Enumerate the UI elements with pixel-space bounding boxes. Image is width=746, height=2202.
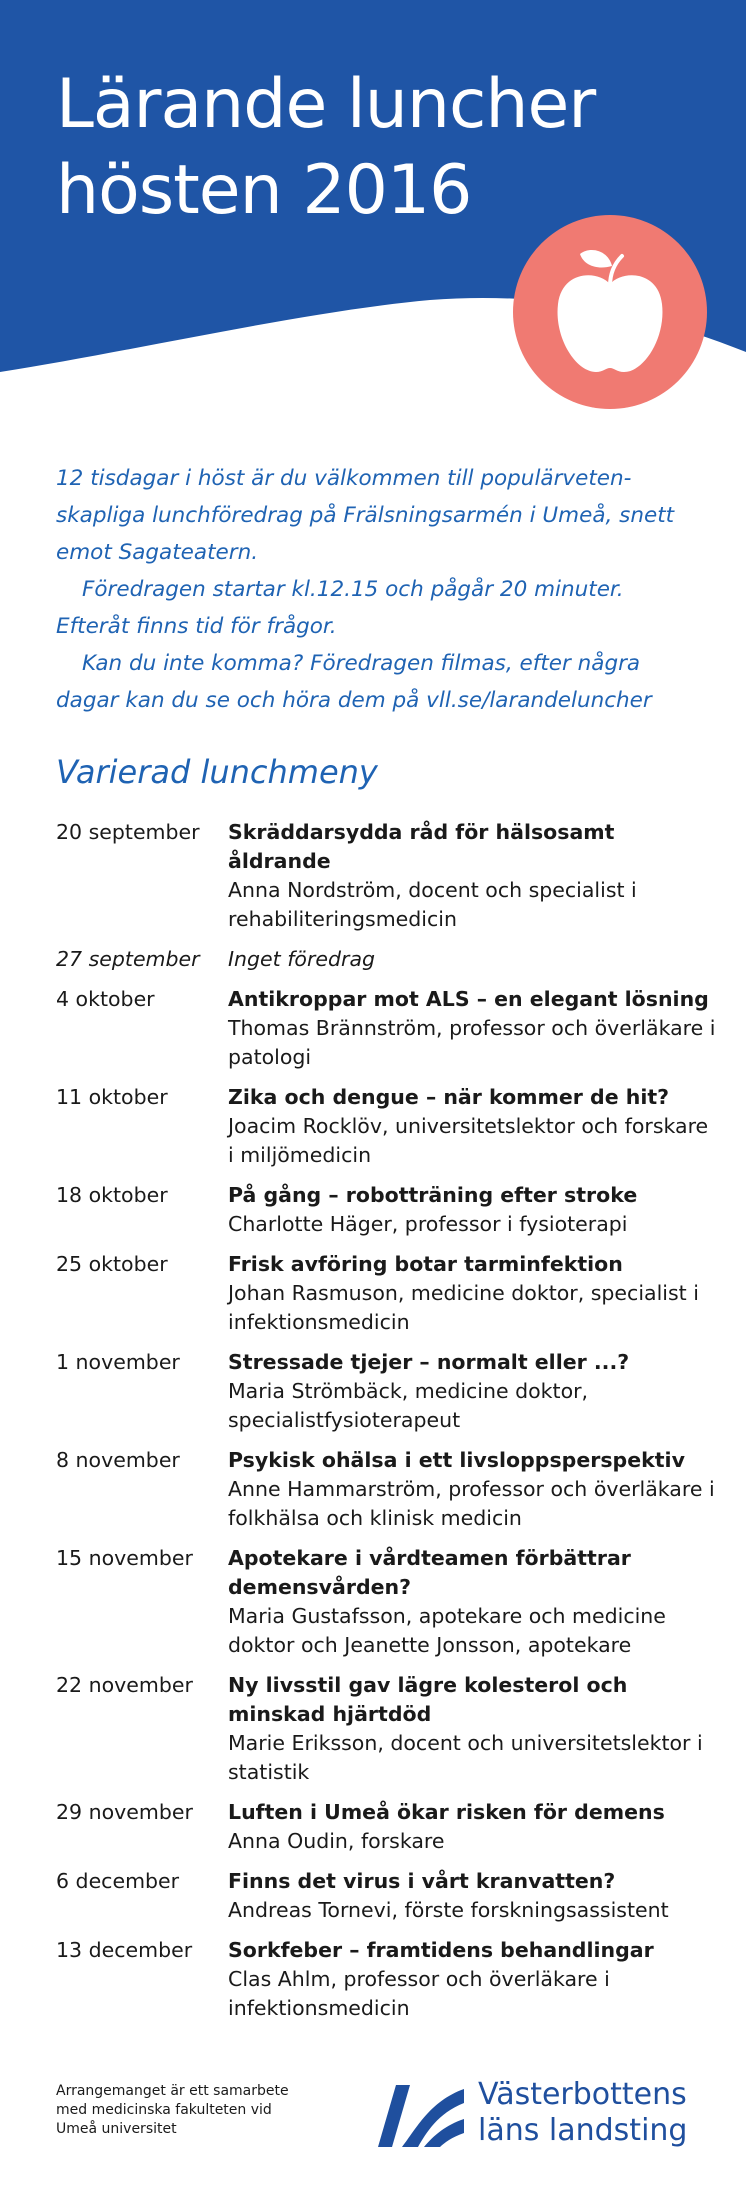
intro-paragraph-2: Föredragen startar kl.12.15 och pågår 20 minuter. Efteråt finns tid för frågor. — [56, 577, 624, 639]
schedule-row — [56, 1544, 716, 1660]
intro-text — [56, 460, 696, 719]
lunch-schedule — [56, 818, 716, 2034]
row-date: 15 november — [56, 1546, 193, 1570]
schedule-row — [56, 1446, 716, 1533]
schedule-row — [56, 1671, 716, 1787]
row-topic: Antikroppar mot ALS – en elegant lösning — [228, 987, 709, 1011]
landsting-logo-text — [478, 2077, 687, 2149]
row-speaker: Marie Eriksson, docent och universitetslektor i statistik — [228, 1731, 703, 1784]
schedule-row — [56, 1936, 716, 2023]
footer-note-line-1: Arrangemanget är ett samarbete — [56, 2083, 289, 2099]
row-topic: Psykisk ohälsa i ett livsloppsperspektiv — [228, 1448, 685, 1472]
row-date: 1 november — [56, 1350, 180, 1374]
schedule-row — [56, 945, 716, 974]
row-topic: Frisk avföring botar tarminfektion — [228, 1252, 623, 1276]
row-topic: Sorkfeber – framtidens behandlingar — [228, 1938, 654, 1962]
row-topic: Finns det virus i vårt kranvatten? — [228, 1869, 616, 1893]
row-speaker: Maria Gustafsson, apotekare och medicine doktor och Jeanette Jonsson, apotekare — [228, 1604, 666, 1657]
schedule-row — [56, 1181, 716, 1239]
row-date: 18 oktober — [56, 1183, 168, 1207]
schedule-row — [56, 1798, 716, 1856]
landsting-logo-icon — [376, 2081, 464, 2149]
row-date: 25 oktober — [56, 1252, 168, 1276]
title-line-1: Lärande luncher — [56, 65, 596, 144]
apple-badge — [510, 212, 710, 412]
row-speaker: Maria Strömbäck, medicine doktor, specialistfysioterapeut — [228, 1379, 589, 1432]
schedule-row — [56, 1083, 716, 1170]
menu-heading: Varierad lunchmeny — [56, 753, 378, 791]
row-speaker: Thomas Brännström, professor och överläkare i patologi — [228, 1016, 716, 1069]
row-topic: Inget föredrag — [228, 947, 376, 971]
row-date: 27 september — [56, 947, 200, 971]
row-date: 8 november — [56, 1448, 180, 1472]
row-speaker: Clas Ahlm, professor och överläkare i infektionsmedicin — [228, 1967, 610, 2020]
footer-note-line-2: med medicinska fakulteten vid — [56, 2102, 272, 2118]
row-speaker: Joacim Rocklöv, universitetslektor och forskare i miljömedicin — [228, 1114, 709, 1167]
row-speaker: Anna Oudin, forskare — [228, 1829, 445, 1853]
intro-paragraph-1: 12 tisdagar i höst är du välkommen till populärveten-skapliga lunchföredrag på Frälsningsarmén i Umeå, snett emot Sagateatern. — [56, 466, 675, 565]
row-date: 13 december — [56, 1938, 193, 1962]
schedule-row — [56, 1250, 716, 1337]
row-topic: Luften i Umeå ökar risken för demens — [228, 1800, 665, 1824]
page-title — [56, 62, 595, 234]
schedule-row — [56, 985, 716, 1072]
schedule-row — [56, 1348, 716, 1435]
title-line-2: hösten 2016 — [56, 151, 472, 230]
intro-paragraph-3: Kan du inte komma? Föredragen filmas, efter några dagar kan du se och höra dem på vll.se/larandeluncher — [56, 651, 652, 713]
row-topic: På gång – robotträning efter stroke — [228, 1183, 638, 1207]
row-topic: Stressade tjejer – normalt eller ...? — [228, 1350, 630, 1374]
row-topic: Skräddarsydda råd för hälsosamt åldrande — [228, 820, 615, 873]
row-date: 4 oktober — [56, 987, 155, 1011]
schedule-row — [56, 1867, 716, 1925]
row-speaker: Johan Rasmuson, medicine doktor, specialist i infektionsmedicin — [228, 1281, 699, 1334]
landsting-logo — [376, 2077, 716, 2157]
row-speaker: Andreas Tornevi, förste forskningsassistent — [228, 1898, 669, 1922]
footer-note-line-3: Umeå universitet — [56, 2121, 177, 2137]
row-topic: Ny livsstil gav lägre kolesterol och minskad hjärtdöd — [228, 1673, 628, 1726]
row-topic: Zika och dengue – när kommer de hit? — [228, 1085, 670, 1109]
row-date: 11 oktober — [56, 1085, 168, 1109]
row-speaker: Anne Hammarström, professor och överläkare i folkhälsa och klinisk medicin — [228, 1477, 715, 1530]
row-date: 29 november — [56, 1800, 193, 1824]
row-date: 20 september — [56, 820, 200, 844]
row-speaker: Anna Nordström, docent och specialist i rehabiliteringsmedicin — [228, 878, 637, 931]
logo-line-2: läns landsting — [478, 2113, 688, 2148]
schedule-row — [56, 818, 716, 934]
footer-note — [56, 2082, 356, 2139]
logo-line-1: Västerbottens — [478, 2077, 687, 2112]
row-date: 22 november — [56, 1673, 193, 1697]
row-date: 6 december — [56, 1869, 180, 1893]
row-topic: Apotekare i vårdteamen förbättrar demensvården? — [228, 1546, 631, 1599]
row-speaker: Charlotte Häger, professor i fysioterapi — [228, 1212, 628, 1236]
